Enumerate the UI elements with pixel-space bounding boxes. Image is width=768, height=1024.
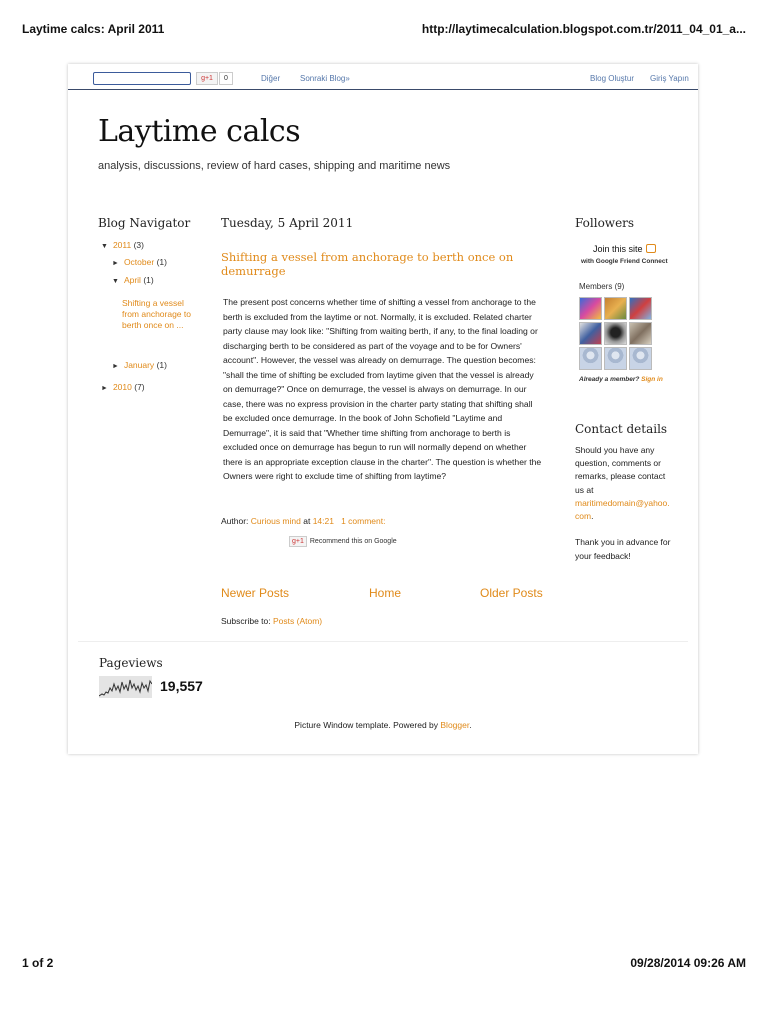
home-link[interactable]: Home	[369, 586, 402, 600]
print-footer	[22, 956, 746, 972]
member-avatar[interactable]	[604, 322, 627, 345]
post-title[interactable]: Shifting a vessel from anchorage to berth once on demurrage	[221, 250, 514, 278]
print-page-title: Laytime calcs: April 2011	[22, 22, 165, 36]
archive-year-2010[interactable]: ► 2010 (7)	[101, 382, 145, 392]
collapse-toggle-icon[interactable]: ▼	[112, 278, 119, 285]
gplus-recommend-button[interactable]: g+1	[289, 536, 307, 547]
member-avatar[interactable]	[579, 347, 602, 370]
navbar-create-blog-link[interactable]: Blog Oluştur	[590, 74, 635, 83]
navigator-title: Blog Navigator	[98, 216, 191, 230]
post-footer: Author: Curious mind at 14:21 1 comment:	[221, 516, 386, 526]
join-site-button[interactable]: Join this site	[593, 244, 656, 254]
contact-email-link[interactable]: maritimedomain@yahoo.com	[575, 497, 670, 522]
author-link[interactable]: Curious mind	[250, 516, 301, 526]
post-date: Tuesday, 5 April 2011	[221, 216, 354, 230]
expand-toggle-icon[interactable]: ►	[112, 363, 119, 370]
blog-title[interactable]: Laytime calcs	[98, 114, 301, 149]
member-avatar[interactable]	[579, 322, 602, 345]
right-sidebar	[575, 216, 675, 561]
blog-navigator	[98, 216, 198, 392]
gplus-button[interactable]: g+1	[196, 72, 218, 85]
navbar-sign-in-link[interactable]: Giriş Yapın	[650, 74, 689, 83]
print-url: http://laytimecalculation.blogspot.com.tr/2011_04_01_a...	[421, 22, 746, 36]
older-posts-link[interactable]: Older Posts	[480, 586, 543, 600]
archive-month-october[interactable]: ► October (1)	[112, 257, 167, 267]
blog-description: analysis, discussions, review of hard cases, shipping and maritime news	[98, 160, 451, 172]
archive-year-2011[interactable]: ▼ 2011 (3)	[101, 240, 144, 250]
blogger-navbar	[68, 64, 698, 90]
followers-sign-in-link[interactable]: Sign in	[641, 376, 663, 383]
footer-divider	[78, 641, 688, 642]
powered-by: Picture Window template. Powered by Blogger.	[294, 720, 472, 730]
friend-connect-label: with Google Friend Connect	[581, 258, 668, 265]
subscribe-line: Subscribe to: Posts (Atom)	[221, 616, 323, 626]
contact-title: Contact details	[575, 422, 668, 436]
archive-month-april[interactable]: ▼ April (1)	[112, 275, 154, 285]
member-avatar[interactable]	[604, 347, 627, 370]
gplus-count: 0	[219, 72, 233, 85]
member-avatar[interactable]	[629, 297, 652, 320]
navbar-search-input[interactable]	[93, 72, 191, 85]
pageviews-sparkline	[99, 676, 152, 698]
contact-details: Should you have any question, comments or remarks, please contact us at maritimedomain@yahoo.com. Thank you in advance for your feedback!	[575, 445, 671, 561]
comments-link[interactable]: 1 comment:	[341, 516, 386, 526]
archive-post-link[interactable]: Shifting a vessel from anchorage to berth once on ...	[122, 298, 191, 330]
navbar-more-link[interactable]: Diğer	[261, 74, 281, 83]
follow-icon	[646, 244, 656, 253]
recommend-label: Recommend this on Google	[309, 538, 397, 545]
members-count: Members (9)	[579, 282, 625, 291]
pageviews-count: 19,557	[160, 678, 203, 694]
sparkline-chart	[99, 676, 152, 698]
expand-toggle-icon[interactable]: ►	[112, 260, 119, 267]
print-timestamp: 09/28/2014 09:26 AM	[630, 956, 746, 970]
pageviews-title: Pageviews	[99, 656, 163, 670]
member-avatar[interactable]	[629, 322, 652, 345]
recommend-widget	[289, 536, 397, 547]
print-page-number: 1 of 2	[22, 956, 54, 970]
blog-page	[68, 64, 698, 754]
expand-toggle-icon[interactable]: ►	[101, 385, 108, 392]
navbar-next-blog-link[interactable]: Sonraki Blog»	[300, 74, 350, 83]
atom-feed-link[interactable]: Posts (Atom)	[273, 616, 323, 626]
member-avatar[interactable]	[604, 297, 627, 320]
newer-posts-link[interactable]: Newer Posts	[221, 586, 290, 600]
post-body: The present post concerns whether time of shifting a vessel from anchorage to the berth is excluded from the laytime or not. Normally, it is excluded. Related charter party clause may look like: "Shifting from waiting berth, if any, to the final loading or discharging berth to be considered as part of the voyage and to be for Owners' account". However, the vessel was already on demurrage. The question becomes: "shall the time of shifting be excluded from laytime given that the vessel is already on demurrage?" Once on demurrage, the vessel is always on demurrage. In our case, there was no express provision in the charter party stating that shifting shall be excluded once demurrage. In the book of John Schofield "Laytime and Demurrage", it is said that "Whether time shifting from anchorage to berth is excluded once on demurrage has begun to run will normally depend on whether there is an appropriate exception clause in the charter". The question is whether the Owners were right to exclude time of shifting from laytime?	[223, 297, 542, 481]
followers-title: Followers	[575, 216, 635, 230]
archive-month-january[interactable]: ► January (1)	[112, 360, 167, 370]
blogger-link[interactable]: Blogger	[440, 720, 470, 730]
member-avatar[interactable]	[579, 297, 602, 320]
already-member: Already a member? Sign in	[579, 376, 663, 383]
collapse-toggle-icon[interactable]: ▼	[101, 243, 108, 250]
post-time-link[interactable]: 14:21	[312, 516, 334, 526]
print-header	[22, 22, 746, 38]
member-avatar[interactable]	[629, 347, 652, 370]
